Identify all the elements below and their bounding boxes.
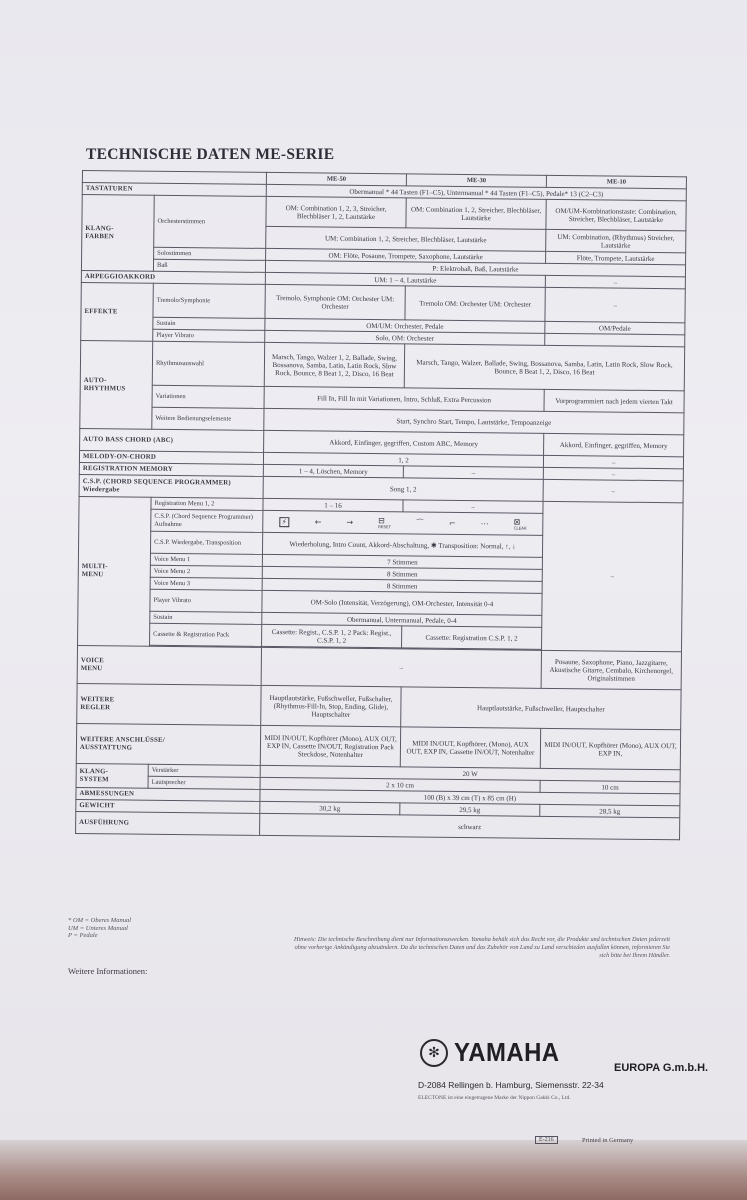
background-surface: [0, 1140, 747, 1200]
ausfuehrung-value: schwarz: [260, 813, 680, 839]
lautsprecher-value: 2 x 10 cm: [260, 777, 540, 792]
row-label-tastaturen: TASTATUREN: [82, 183, 266, 197]
row-label-autorhythmus: AUTO- RHYTHMUS: [80, 340, 153, 429]
col-header-me30: ME-30: [406, 174, 546, 187]
tremolo-label: Tremolo/Symphonie: [153, 283, 265, 318]
row-label-regler: WEITERE REGLER: [77, 683, 261, 725]
row-label-klangfarben: KLANG- FARBEN: [81, 195, 154, 272]
csp-me10: –: [543, 479, 683, 502]
mm-sustain-value: Obermanual, Untermanual, Pedale, 0-4: [262, 612, 542, 627]
anschluesse-me10: MIDI IN/OUT, Kopfhörer (Mono), AUX OUT, EXP IN,: [540, 728, 680, 769]
brand-address: D-2084 Rellingen b. Hamburg, Siemensstr. 22-34: [418, 1080, 604, 1090]
anschluesse-me50: MIDI IN/OUT, Kopfhörer (Mono), AUX OUT, EXP IN, Cassette IN/OUT, Registration Pack Steckdose, Notenhalter: [260, 725, 400, 766]
footnote-p: P = Pedale: [68, 932, 98, 939]
tremolo-me10: –: [545, 287, 685, 322]
voice-menu2-value: 8 Stimmen: [262, 566, 542, 581]
cassette-label: Cassette & Registration Pack: [150, 623, 262, 646]
csp-aufnahme-icons: [263, 510, 543, 535]
voicemenu-me10: Posaune, Saxophone, Piano, Jazzgitarre, Akustische Gitarre, Cembalo, Kirchenorgel, Originalstimmen: [541, 650, 681, 689]
voice-menu1-value: 7 Stimmen: [262, 554, 542, 569]
reg-menu-value: 1 – 16: [263, 498, 403, 511]
arpeggio-me10: –: [545, 275, 685, 288]
mm-sustain-label: Sustain: [150, 611, 262, 624]
row-label-melody: MELODY-ON-CHORD: [79, 450, 263, 464]
tastaturen-value: Obermanual * 44 Tasten (F1–C5), Untermanual * 44 Tasten (F1–C5), Pedale* 13 (C2–C3): [266, 184, 686, 200]
cassette-me30: Cassette: Registration C.S.P. 1, 2: [402, 626, 542, 649]
orch2-me50-me30: UM: Combination 1, 2, Streicher, Blechbläser, Lautstärke: [266, 226, 546, 251]
col-header-me10: ME-10: [546, 175, 686, 188]
spec-table: [75, 170, 687, 840]
anschluesse-me30: MIDI IN/OUT, Kopfhörer, (Mono), AUX OUT, EXP IN, Cassette IN/OUT, Notenhalter: [400, 727, 540, 768]
verstaerker-label: Verstärker: [148, 764, 260, 777]
variationen-me10: Vorprogrammiert nach jedem vierten Takt: [544, 389, 684, 412]
mm-vibrato-value: OM-Solo (Intensität, Verzögerung), OM-Orchester, Intensität 0-4: [262, 590, 542, 615]
row-label-effekte: EFFEKTE: [81, 282, 154, 341]
brand-name: YAMAHA: [454, 1037, 560, 1067]
melody-value: 1, 2: [263, 452, 543, 467]
sustain-label: Sustain: [153, 317, 265, 330]
lautsprecher-me10: 10 cm: [540, 780, 680, 793]
verstaerker-value: 20 W: [260, 765, 680, 781]
voice-menu3-value: 8 Stimmen: [262, 578, 542, 593]
col-header-me50: ME-50: [266, 172, 406, 185]
voicemenu-value: –: [261, 647, 541, 688]
row-label-abc: AUTO BASS CHORD (ABC): [80, 428, 264, 452]
melody-me10: –: [543, 455, 683, 468]
arrow-right-icon: →: [346, 517, 354, 527]
regler-me50: Hauptlautstärke, Fußschweller, Fußschalter, (Rhythmus-Fill-In, Stop, Ending, Glide), Hauptschalter: [261, 685, 401, 726]
page-title: TECHNISCHE DATEN ME-SERIE: [86, 146, 335, 163]
more-info-label: Weitere Informationen:: [68, 966, 148, 976]
reg-menu-label: Registration Menu 1, 2: [151, 497, 263, 510]
bass-value: P: Elektrobaß, Baß, Lautstärke: [265, 260, 685, 276]
trademark-note: ELECTONE ist eine eingetragene Marke der Nippon Gakki Co., Ltd.: [418, 1095, 571, 1101]
row-label-voicemenu: VOICE MENU: [77, 645, 261, 685]
gewicht-me50: 30,2 kg: [260, 801, 400, 814]
row-label-ausfuehrung: AUSFÜHRUNG: [76, 811, 260, 835]
tie-icon: ⌒: [415, 518, 425, 528]
row-label-anschluesse: WEITERE ANSCHLÜSSE/ AUSSTATTUNG: [76, 723, 260, 765]
csp-wiedergabe-value: Wiederholung, Intro Count, Akkord-Abschaltung, ✱ Transposition: Normal, ↑, ↓: [262, 532, 542, 557]
weitere-bedienung-label: Weitere Bedienungselemente: [152, 407, 264, 430]
mm-vibrato-label: Player Vibrato: [150, 589, 262, 612]
cassette-me50: Cassette: Regist., C.S.P. 1, 2 Pack: Regist., C.S.P. 1, 2: [262, 624, 402, 647]
bass-label: Baß: [153, 259, 265, 272]
footnote-um: UM = Unteres Manual: [68, 924, 128, 932]
sustain-me10: OM/Pedale: [545, 321, 685, 334]
dots-icon: ⋯: [480, 518, 489, 528]
csp-wiedergabe-label: C.S.P. Wiedergabe, Transposition: [150, 531, 262, 554]
orchester-label: Orchesterstimmen: [154, 195, 267, 248]
row-label-csp: C.S.P. (CHORD SEQUENCE PROGRAMMER) Wiedergabe: [79, 474, 263, 498]
footnote-om: * OM = Oberes Manual: [68, 917, 131, 924]
printed-in: Printed in Germany: [582, 1137, 634, 1144]
row-label-abmessungen: ABMESSUNGEN: [76, 787, 260, 801]
clear-icon: ⊠ CLEAR: [513, 517, 527, 531]
orch1-me10: OM/UM-Kombinationstaste: Combination, Streicher, Blechbläser, Lautstärke: [546, 199, 686, 230]
abmessungen-value: 100 (B) x 39 cm (T) x 85 cm (H): [260, 789, 680, 805]
tuning-fork-icon: ✻: [420, 1039, 448, 1067]
weitere-bedienung-value: Start, Synchro Start, Tempo, Lautstärke, Tempoanzeige: [264, 408, 684, 434]
voice-menu1-label: Voice Menu 1: [150, 553, 262, 566]
abc-value: Akkord, Einfinger, gegriffen, Custom ABC, Memory: [264, 430, 544, 455]
rhythmus-label: Rhythmusauswahl: [152, 341, 264, 386]
csp-value: Song 1, 2: [263, 476, 543, 501]
orch2-me10: UM: Combination, (Rhythmus) Streicher, Lautstärke: [546, 229, 686, 252]
registration-value: 1 – 4, Löschen, Memory: [263, 464, 403, 477]
arrow-left-icon: ←: [314, 516, 322, 527]
orch1-me50: OM: Combination 1, 2, 3, Streicher, Blechbläser 1, 2, Lautstärke: [266, 196, 406, 227]
gewicht-me10: 28,5 kg: [540, 804, 680, 817]
yamaha-logo: [420, 1037, 569, 1068]
sustain-me50-me30: OM/UM: Orchester, Pedale: [265, 318, 545, 333]
regler-rest: Hauptlautstärke, Fußschweller, Hauptschalter: [401, 687, 681, 730]
multimenu-me10: –: [541, 501, 683, 651]
disclaimer-note: Hinweis: Die technische Beschreibung dient nur Informationszwecken. Yamaha behält sich das Recht vor, die Produkte und technischen Daten jederzeit ohne vorherige Ankündigung abzuändern. Da die technischen Daten und das Zubehör von Land zu Land verschieden ausfallen können, informieren Sie sich bitte bei Ihrem Händler.: [294, 936, 670, 959]
spec-table-wrapper: [75, 170, 686, 840]
row-label-arpeggio: ARPEGGIOAKKORD: [81, 270, 265, 284]
vibrato-value: Solo, OM: Orchester: [265, 330, 545, 345]
vibrato-label: Player Vibrato: [153, 329, 265, 342]
rhythm-me50: Marsch, Tango, Walzer 1, 2, Ballade, Swing, Bossanova, Samba, Latin, Latin Rock, Slow Rock, Bounce, 8 Beat 1, 2, Disco, 16 Beat: [264, 342, 404, 387]
row-label-klangsystem: KLANG- SYSTEM: [76, 763, 148, 788]
record-icon: ⚡: [279, 517, 290, 527]
solo-me50-me30: OM: Flöte, Posaune, Trompete, Saxophone, Lautstärke: [266, 248, 546, 263]
rhythm-me30-me10: Marsch, Tango, Walzer, Ballade, Swing, Bossanova, Samba, Latin, Latin Rock, Slow Rock, Bounce, 8 Beat 1, 2, Disco, 16 Beat: [404, 344, 684, 391]
gewicht-me30: 29,5 kg: [400, 803, 540, 816]
reg-menu-me30: –: [403, 500, 543, 513]
voice-menu2-label: Voice Menu 2: [150, 565, 262, 578]
rest-icon: ⌐: [448, 518, 456, 528]
reset-icon: ⊟ RESET: [378, 515, 391, 529]
solostimmen-label: Solostimmen: [154, 247, 266, 260]
csp-aufnahme-label: C.S.P. (Chord Sequence Programmer) Aufnahme: [151, 509, 263, 532]
arpeggio-value: UM: 1 – 4, Lautstärke: [265, 272, 545, 287]
solo-me10: Flöte, Trompete, Lautstärke: [546, 251, 686, 264]
lautsprecher-label: Lautsprecher: [148, 776, 260, 789]
registration-me10: –: [543, 467, 683, 480]
tremolo-me50: Tremolo, Symphonie OM: Orchester UM: Orchester: [265, 284, 405, 319]
document-code: E-216: [535, 1136, 558, 1144]
row-label-gewicht: GEWICHT: [76, 799, 260, 813]
abc-me10: Akkord, Einfinger, gegriffen, Memory: [544, 433, 684, 456]
footnotes: [68, 917, 131, 940]
row-label-multimenu: MULTI- MENU: [78, 496, 152, 646]
brand-suffix: EUROPA G.m.b.H.: [614, 1062, 709, 1074]
registration-me30: –: [403, 466, 543, 479]
row-label-registration: REGISTRATION MEMORY: [79, 462, 263, 476]
voice-menu3-label: Voice Menu 3: [150, 577, 262, 590]
variationen-label: Variationen: [152, 385, 264, 408]
variationen-value: Fill In, Fill In mit Variationen, Intro, Schluß, Extra Percussion: [264, 386, 544, 411]
orch1-me30: OM: Combination 1, 2, Streicher, Blechbläser, Lautstärke: [406, 198, 546, 229]
tremolo-me30: Tremolo OM: Orchester UM: Orchester: [405, 286, 545, 321]
